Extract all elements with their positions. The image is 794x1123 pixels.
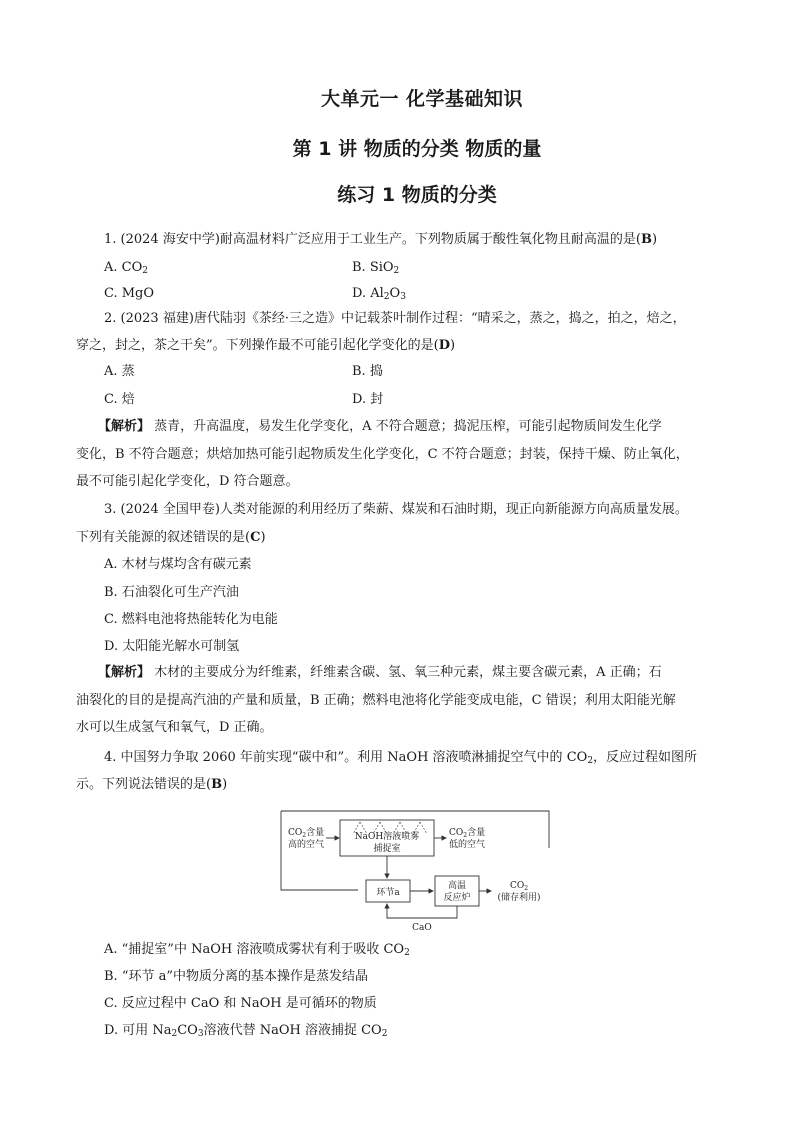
q2-option-b: B. 捣 <box>352 364 383 379</box>
furnace-label-2: 反应炉 <box>443 893 471 903</box>
q2-analysis-line2: 变化，B 不符合题意；烘焙加热可能引起物质发生化学变化，C 不符合题意；封装，保持干燥、防止氧化， <box>76 447 689 462</box>
q1-option-b: B. SiO$_2$ <box>352 260 400 276</box>
unit-title: 大单元一 化学基础知识 <box>320 88 524 110</box>
q3-stem-line2: 下列有关能源的叙述错误的是(C) <box>76 530 266 545</box>
q4-option-b: B. “环节 a”中物质分离的基本操作是蒸发结晶 <box>104 969 368 984</box>
q4-stem-line2: 示。下列说法错误的是(B) <box>76 777 228 792</box>
outlet-air-label-2: 低的空气 <box>449 840 486 850</box>
q2-option-d: D. 封 <box>352 392 384 407</box>
lecture-title: 第 1 讲 物质的分类 物质的量 <box>292 138 542 160</box>
q1-option-a: A. $CO_2$ <box>104 260 148 276</box>
q3-analysis-line3: 水可以生成氢气和氧气，D 正确。 <box>76 720 273 735</box>
cao-label: CaO <box>412 923 432 933</box>
q1-answer: B <box>640 232 652 247</box>
q2-answer: D <box>438 338 450 353</box>
q3-option-b: B. 石油裂化可生产汽油 <box>104 585 239 600</box>
step-a-label: 环节a <box>376 888 400 898</box>
inlet-air-label-1: $CO_2$含量 <box>288 828 325 839</box>
inlet-air-label-2: 高的空气 <box>288 840 325 850</box>
process-diagram <box>278 808 552 938</box>
q3-option-c: C. 燃料电池将热能转化为电能 <box>104 612 278 627</box>
practice-title: 练习 1 物质的分类 <box>337 184 497 206</box>
product-label-1: $CO_2$ <box>509 881 529 892</box>
product-label-2: (储存利用) <box>497 893 541 903</box>
q2-analysis-line1: 【解析】 蒸青，升高温度，易发生化学变化，A 不符合题意；捣泥压榨，可能引起物质间发生化学 <box>98 419 662 434</box>
q4-option-a: A. “捕捉室”中 NaOH 溶液喷成雾状有利于吸收 $CO_2$ <box>104 942 410 958</box>
q3-stem-line1: 3. (2024 全国甲卷)人类对能源的利用经历了柴薪、煤炭和石油时期，现正向新能源方向高质量发展。 <box>104 502 688 517</box>
q2-analysis-line3: 最不可能引起化学变化，D 符合题意。 <box>76 474 299 489</box>
q1-option-c: C. MgO <box>104 286 155 301</box>
chamber-label-2: 捕捉室 <box>373 844 401 854</box>
q3-analysis-line1: 【解析】 木材的主要成分为纤维素，纤维素含碳、氢、氧三种元素，煤主要含碳元素，A 正确；石 <box>98 665 662 680</box>
q3-option-a: A. 木材与煤均含有碳元素 <box>104 557 252 572</box>
q2-option-c: C. 焙 <box>104 392 135 407</box>
outlet-air-label-1: $CO_2$含量 <box>449 828 486 839</box>
q3-analysis-line2: 油裂化的目的是提高汽油的产量和质量，B 正确；燃料电池将化学能变成电能，C 错误；利用太阳能光解 <box>76 693 676 708</box>
q3-option-d: D. 太阳能光解水可制氢 <box>104 639 240 654</box>
q4-option-d: D. 可用 $Na_2CO_3$溶液代替 NaOH 溶液捕捉 $CO_2$ <box>104 1023 388 1039</box>
q2-stem-line2: 穿之，封之，茶之干矣”。下列操作最不可能引起化学变化的是(D) <box>76 338 456 353</box>
q4-stem-line1: 4. 中国努力争取 2060 年前实现“碳中和”。利用 NaOH 溶液喷淋捕捉空气中的 $CO_2$，反应过程如图所 <box>104 750 698 766</box>
furnace-label-1: 高温 <box>447 881 467 891</box>
q2-option-a: A. 蒸 <box>104 364 135 379</box>
q4-answer: B <box>211 777 223 792</box>
q1-option-d: D. $Al_2O_3$ <box>352 286 406 302</box>
chamber-label-1: NaOH溶液喷雾 <box>354 832 420 842</box>
q4-option-c: C. 反应过程中 CaO 和 NaOH 是可循环的物质 <box>104 996 377 1011</box>
q1-stem: 1. (2024 海安中学)耐高温材料广泛应用于工业生产。下列物质属于酸性氧化物且耐高温的是(B) <box>104 232 658 247</box>
q2-stem-line1: 2. (2023 福建)唐代陆羽《茶经·三之造》中记载茶叶制作过程：“晴采之，蒸之，捣之，拍之，焙之， <box>104 311 686 326</box>
q3-answer: C <box>250 530 261 545</box>
